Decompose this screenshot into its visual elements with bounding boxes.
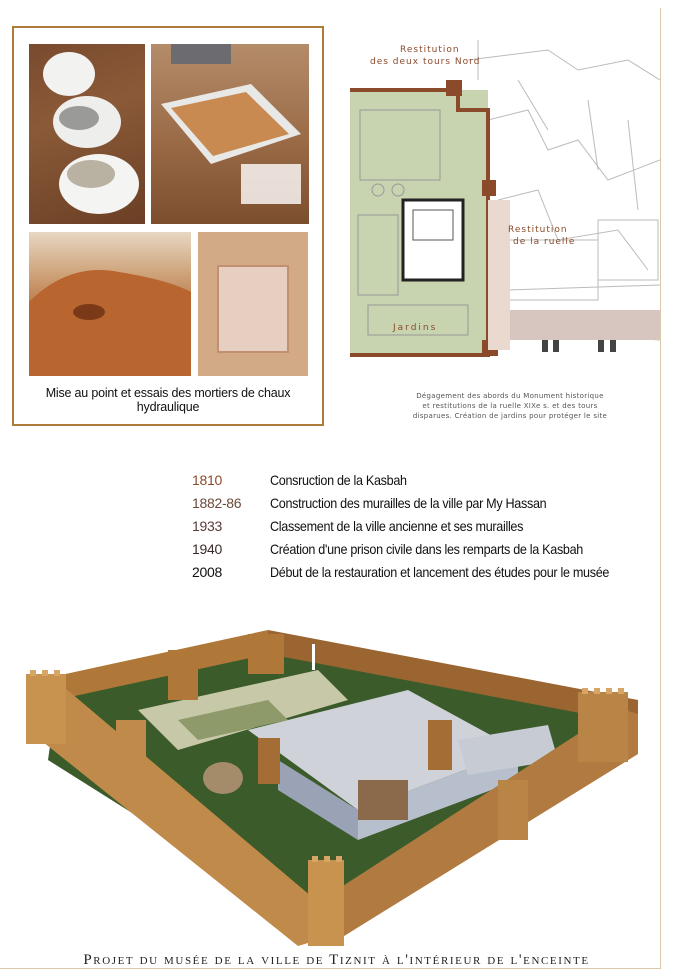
timeline-event: Classement de la ville ancienne et ses murailles [270,518,524,534]
plan-note-line-1: Dégagement des abords du Monument historique [416,392,604,400]
plan-label-jardins: Jardins [393,323,438,333]
timeline-event: Construction des murailles de la ville par My Hassan [270,495,547,511]
site-plan [348,40,660,420]
photo-caption: Mise au point et essais des mortiers de chaux hydraulique [45,386,291,414]
project-title: Projet du musée de la ville de Tiznit à l'intérieur de l'enceinte [83,952,590,968]
kasbah-3d-model [18,630,658,948]
plan-label-ruelle-2: de la ruelle [513,237,576,247]
timeline-event: Consruction de la Kasbah [270,472,407,488]
photo-earth-pile [29,232,191,376]
timeline-year: 1940 [192,541,222,557]
plan-label-north-2: des deux tours Nord [370,57,481,67]
timeline-event: Création d'une prison civile dans les remparts de la Kasbah [270,541,584,557]
photo-mortar-sample [198,232,308,376]
timeline [192,472,662,587]
plan-note-line-2: et restitutions de la ruelle XIXe s. et des tours [422,402,598,410]
timeline-year: 1882-86 [192,495,242,511]
plan-note-line-3: disparues. Création de jardins pour protéger le site [412,412,608,420]
plan-label-ruelle-1: Restitution [508,225,568,235]
timeline-row [192,564,662,587]
photo-lime-sacks [29,44,145,224]
timeline-year: 1810 [192,472,222,488]
timeline-row [192,472,662,495]
plan-note [395,391,625,421]
timeline-year: 1933 [192,518,222,534]
timeline-event: Début de la restauration et lancement des études pour le musée [270,564,610,580]
timeline-row [192,541,662,564]
timeline-year: 2008 [192,564,222,580]
timeline-row [192,518,662,541]
photo-mortar-tray [151,44,309,224]
timeline-row [192,495,662,518]
plan-label-north-1: Restitution [400,45,460,55]
photo-panel [12,26,324,426]
